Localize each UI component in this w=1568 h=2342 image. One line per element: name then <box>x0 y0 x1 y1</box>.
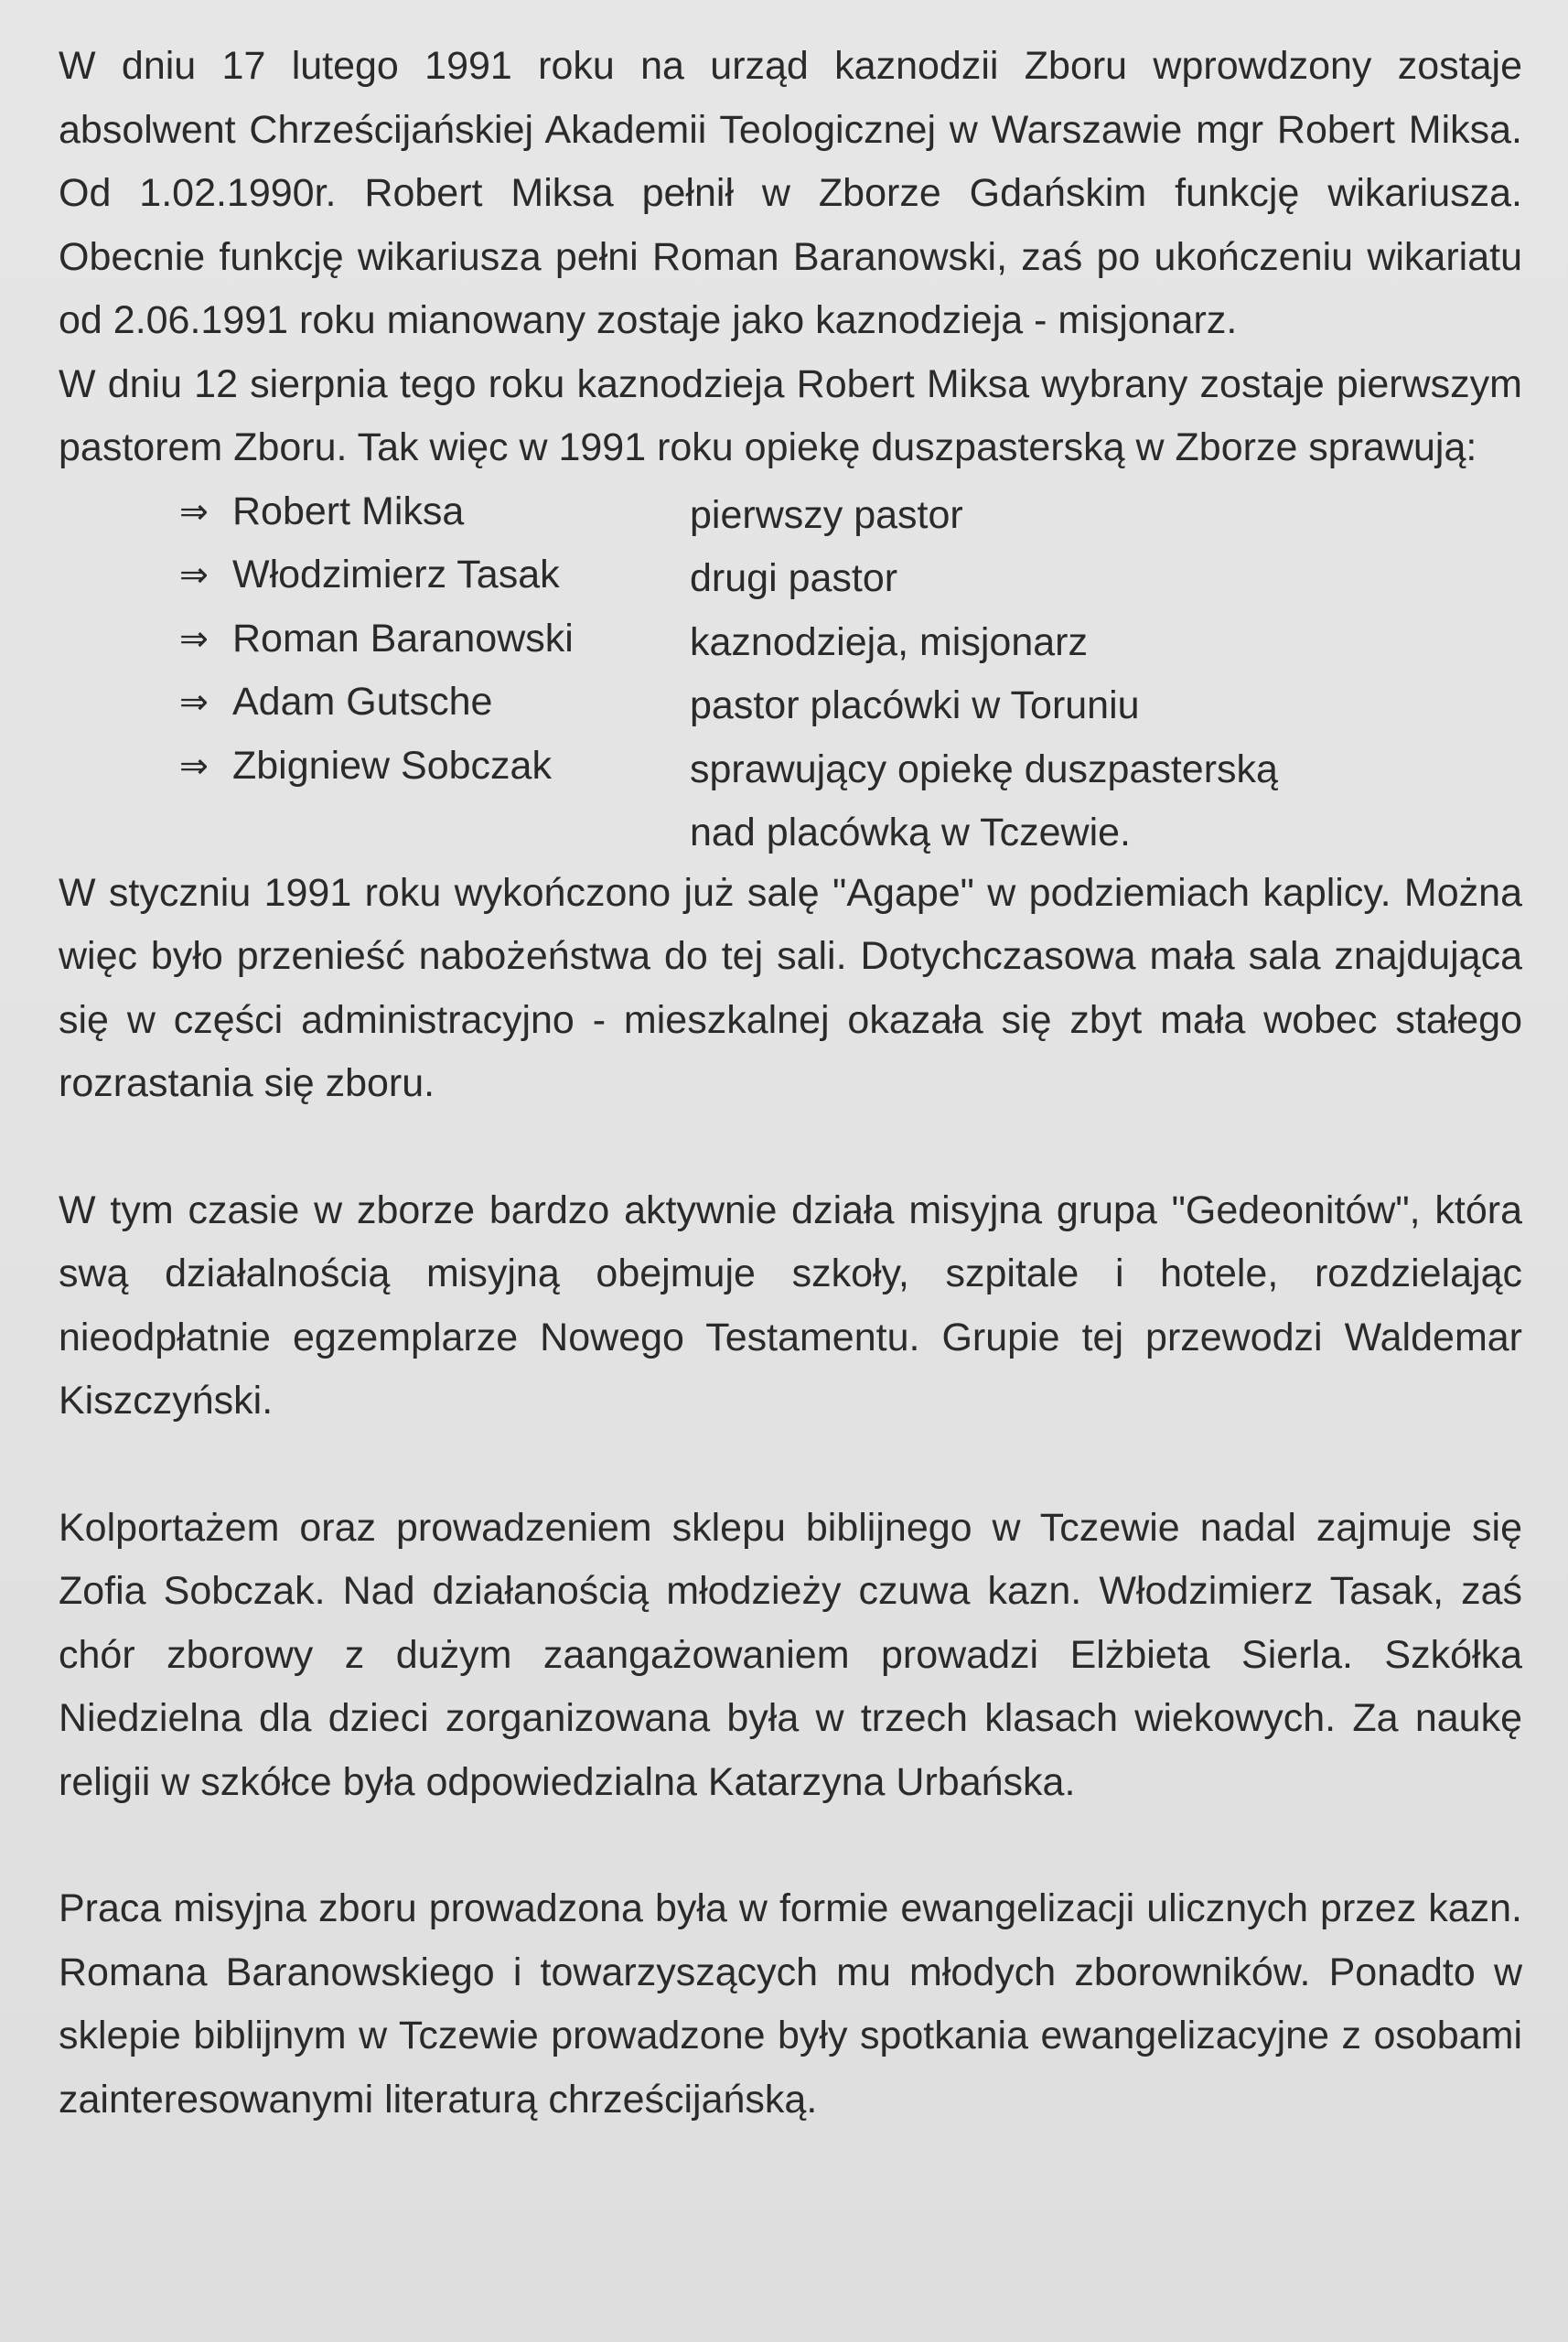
list-item <box>59 480 1522 544</box>
paragraph-gap <box>59 1434 1522 1497</box>
arrow-icon: ⇒ <box>179 618 209 659</box>
arrow-icon: ⇒ <box>179 682 209 722</box>
minister-role: drugi pastor <box>690 556 898 600</box>
list-item <box>59 671 1522 735</box>
paragraph-gap <box>59 1116 1522 1179</box>
paragraph-pastor-appointment: W dniu 17 lutego 1991 roku na urząd kaznodzii Zboru wprowdzony zostaje absolwent Chrześcijańskiej Akademii Teologicznej w Warszawie mgr Robert Miksa. Od 1.02.1990r. Robert Miksa pełnił w Zborze Gdańskim funkcję wikariusza. Obecnie funkcję wikariusza pełni Roman Baranowski, zaś po ukończeniu wikariatu od 2.06.1991 roku mianowany zostaje jako kaznodzieja - misjonarz. <box>59 44 1522 342</box>
paragraph-gideons: W tym czasie w zborze bardzo aktywnie działa misyjna grupa "Gedeonitów", która swą działalnością misyjną obejmuje szkoły, szpitale i hotele, rozdzielając nieodpłatnie egzemplarze Nowego Testamentu. Grupie tej przewodzi Waldemar Kiszczyński. <box>59 1187 1522 1423</box>
minister-role: kaznodzieja, misjonarz <box>690 619 1088 664</box>
minister-name: Włodzimierz Tasak <box>232 553 560 596</box>
minister-name: Robert Miksa <box>232 489 465 533</box>
list-item-continuation <box>59 798 1522 862</box>
minister-name: Adam Gutsche <box>232 680 493 724</box>
paragraph-agape-hall: W styczniu 1991 roku wykończono już salę "Agape" w podziemiach kaplicy. Można więc było przenieść nabożeństwa do tej sali. Dotychczasowa mała sala znajdująca się w części administracyjno - mieszkalnej okazała się zbyt mała wobec stałego rozrastania się zboru. <box>59 870 1522 1105</box>
minister-role: sprawujący opiekę duszpasterską <box>690 747 1278 791</box>
minister-role: pastor placówki w Toruniu <box>690 683 1140 727</box>
list-item <box>59 607 1522 671</box>
arrow-icon: ⇒ <box>179 554 209 595</box>
paragraph-bookshop-youth: Kolportażem oraz prowadzeniem sklepu biblijnego w Tczewie nadal zajmuje się Zofia Sobczak. Nad działanością młodzieży czuwa kazn. Włodzimierz Tasak, zaś chór zborowy z dużym zaangażowaniem prowadzi Elżbieta Sierla. Szkółka Niedzielna dla dzieci zorganizowana była w trzech klasach wiekowych. Za naukę religii w szkółce była odpowiedzialna Katarzyna Urbańska. <box>59 1505 1522 1804</box>
minister-role: pierwszy pastor <box>690 492 963 537</box>
minister-name: Roman Baranowski <box>232 616 574 661</box>
ministers-list <box>59 480 1522 862</box>
arrow-icon: ⇒ <box>179 745 209 786</box>
minister-role-continuation: nad placówką w Tczewie. <box>690 811 1132 854</box>
page-text <box>59 35 1522 2132</box>
paragraph-mission-work: Praca misyjna zboru prowadzona była w formie ewangelizacji ulicznych przez kazn. Romana Baranowskiego i towarzyszących mu młodych zborowników. Ponadto w sklepie biblijnym w Tczewie prowadzone były spotkania ewangelizacyjne z osobami zainteresowanymi literaturą chrześcijańską. <box>59 1886 1522 2122</box>
paragraph-first-pastor: W dniu 12 sierpnia tego roku kaznodzieja Robert Miksa wybrany zostaje pierwszym pastorem Zboru. Tak więc w 1991 roku opiekę duszpasterską w Zborze sprawują: <box>59 361 1522 469</box>
arrow-icon: ⇒ <box>179 490 209 532</box>
minister-name: Zbigniew Sobczak <box>232 743 552 788</box>
list-item <box>59 543 1522 607</box>
list-item <box>59 735 1522 799</box>
paragraph-gap <box>59 1814 1522 1877</box>
